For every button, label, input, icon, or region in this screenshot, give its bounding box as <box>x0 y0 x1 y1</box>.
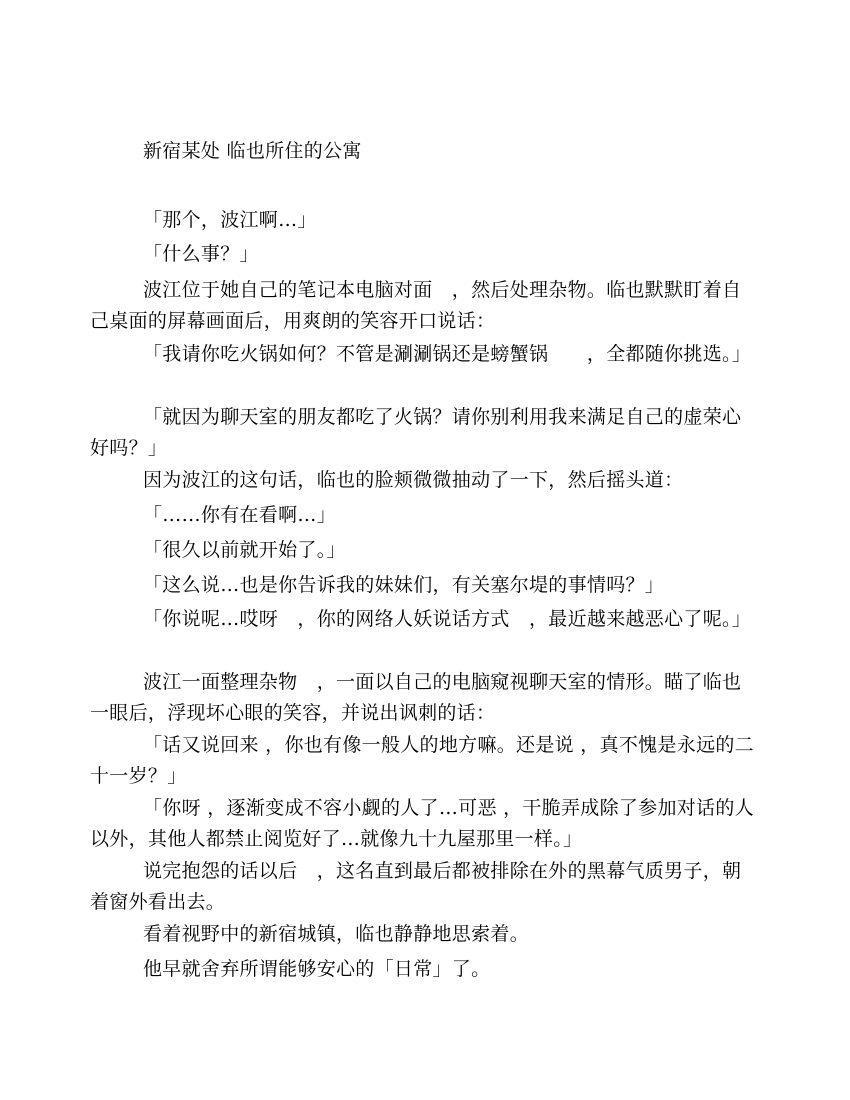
paragraph: 他早就舍弃所谓能够安心的「日常」了。 <box>143 958 491 980</box>
paragraph: 说完抱怨的话以后 ，这名直到最后都被排除在外的黑幕气质男子，朝着窗外看出去。 <box>90 860 742 913</box>
paragraph: 「我请你吃火锅如何？不管是涮涮锅还是螃蟹锅 ，全都随你挑选。」 <box>143 343 752 365</box>
paragraph: 「……你有在看啊…」 <box>143 504 337 526</box>
paragraph: 「什么事？」 <box>143 243 259 265</box>
paragraph: 「很久以前就开始了。」 <box>143 539 346 561</box>
paragraph: 「你说呢…哎呀 ，你的网络人妖说话方式 ，最近越来越恶心了呢。」 <box>143 608 752 630</box>
paragraph: 「那个，波江啊…」 <box>143 209 317 231</box>
paragraph: 看着视野中的新宿城镇，临也静静地思索着。 <box>143 923 530 945</box>
scene-heading: 新宿某处 临也所住的公寓 <box>143 140 362 162</box>
paragraph: 「话又说回来 ，你也有像一般人的地方嘛。还是说 ，真不愧是永远的二十一岁？」 <box>90 734 754 787</box>
paragraph: 因为波江的这句话，临也的脸颊微微抽动了一下，然后摇头道： <box>143 469 684 491</box>
paragraph: 波江一面整理杂物 ，一面以自己的电脑窥视聊天室的情形。瞄了临也一眼后，浮现坏心眼的笑容，并说出讽刺的话： <box>90 671 742 724</box>
paragraph: 波江位于她自己的笔记本电脑对面 ，然后处理杂物。临也默默盯着自己桌面的屏幕画面后，用爽朗的笑容开口说话： <box>90 279 742 332</box>
paragraph: 「你呀 ，逐渐变成不容小觑的人了…可恶 ，干脆弄成除了参加对话的人以外，其他人都禁止阅览好了…就像九十九屋那里一样。」 <box>90 797 754 850</box>
paragraph: 「就因为聊天室的朋友都吃了火锅？请你别利用我来满足自己的虚荣心好吗？」 <box>90 406 742 459</box>
paragraph: 「这么说…也是你告诉我的妹妹们，有关塞尔堤的事情吗？」 <box>143 574 665 596</box>
